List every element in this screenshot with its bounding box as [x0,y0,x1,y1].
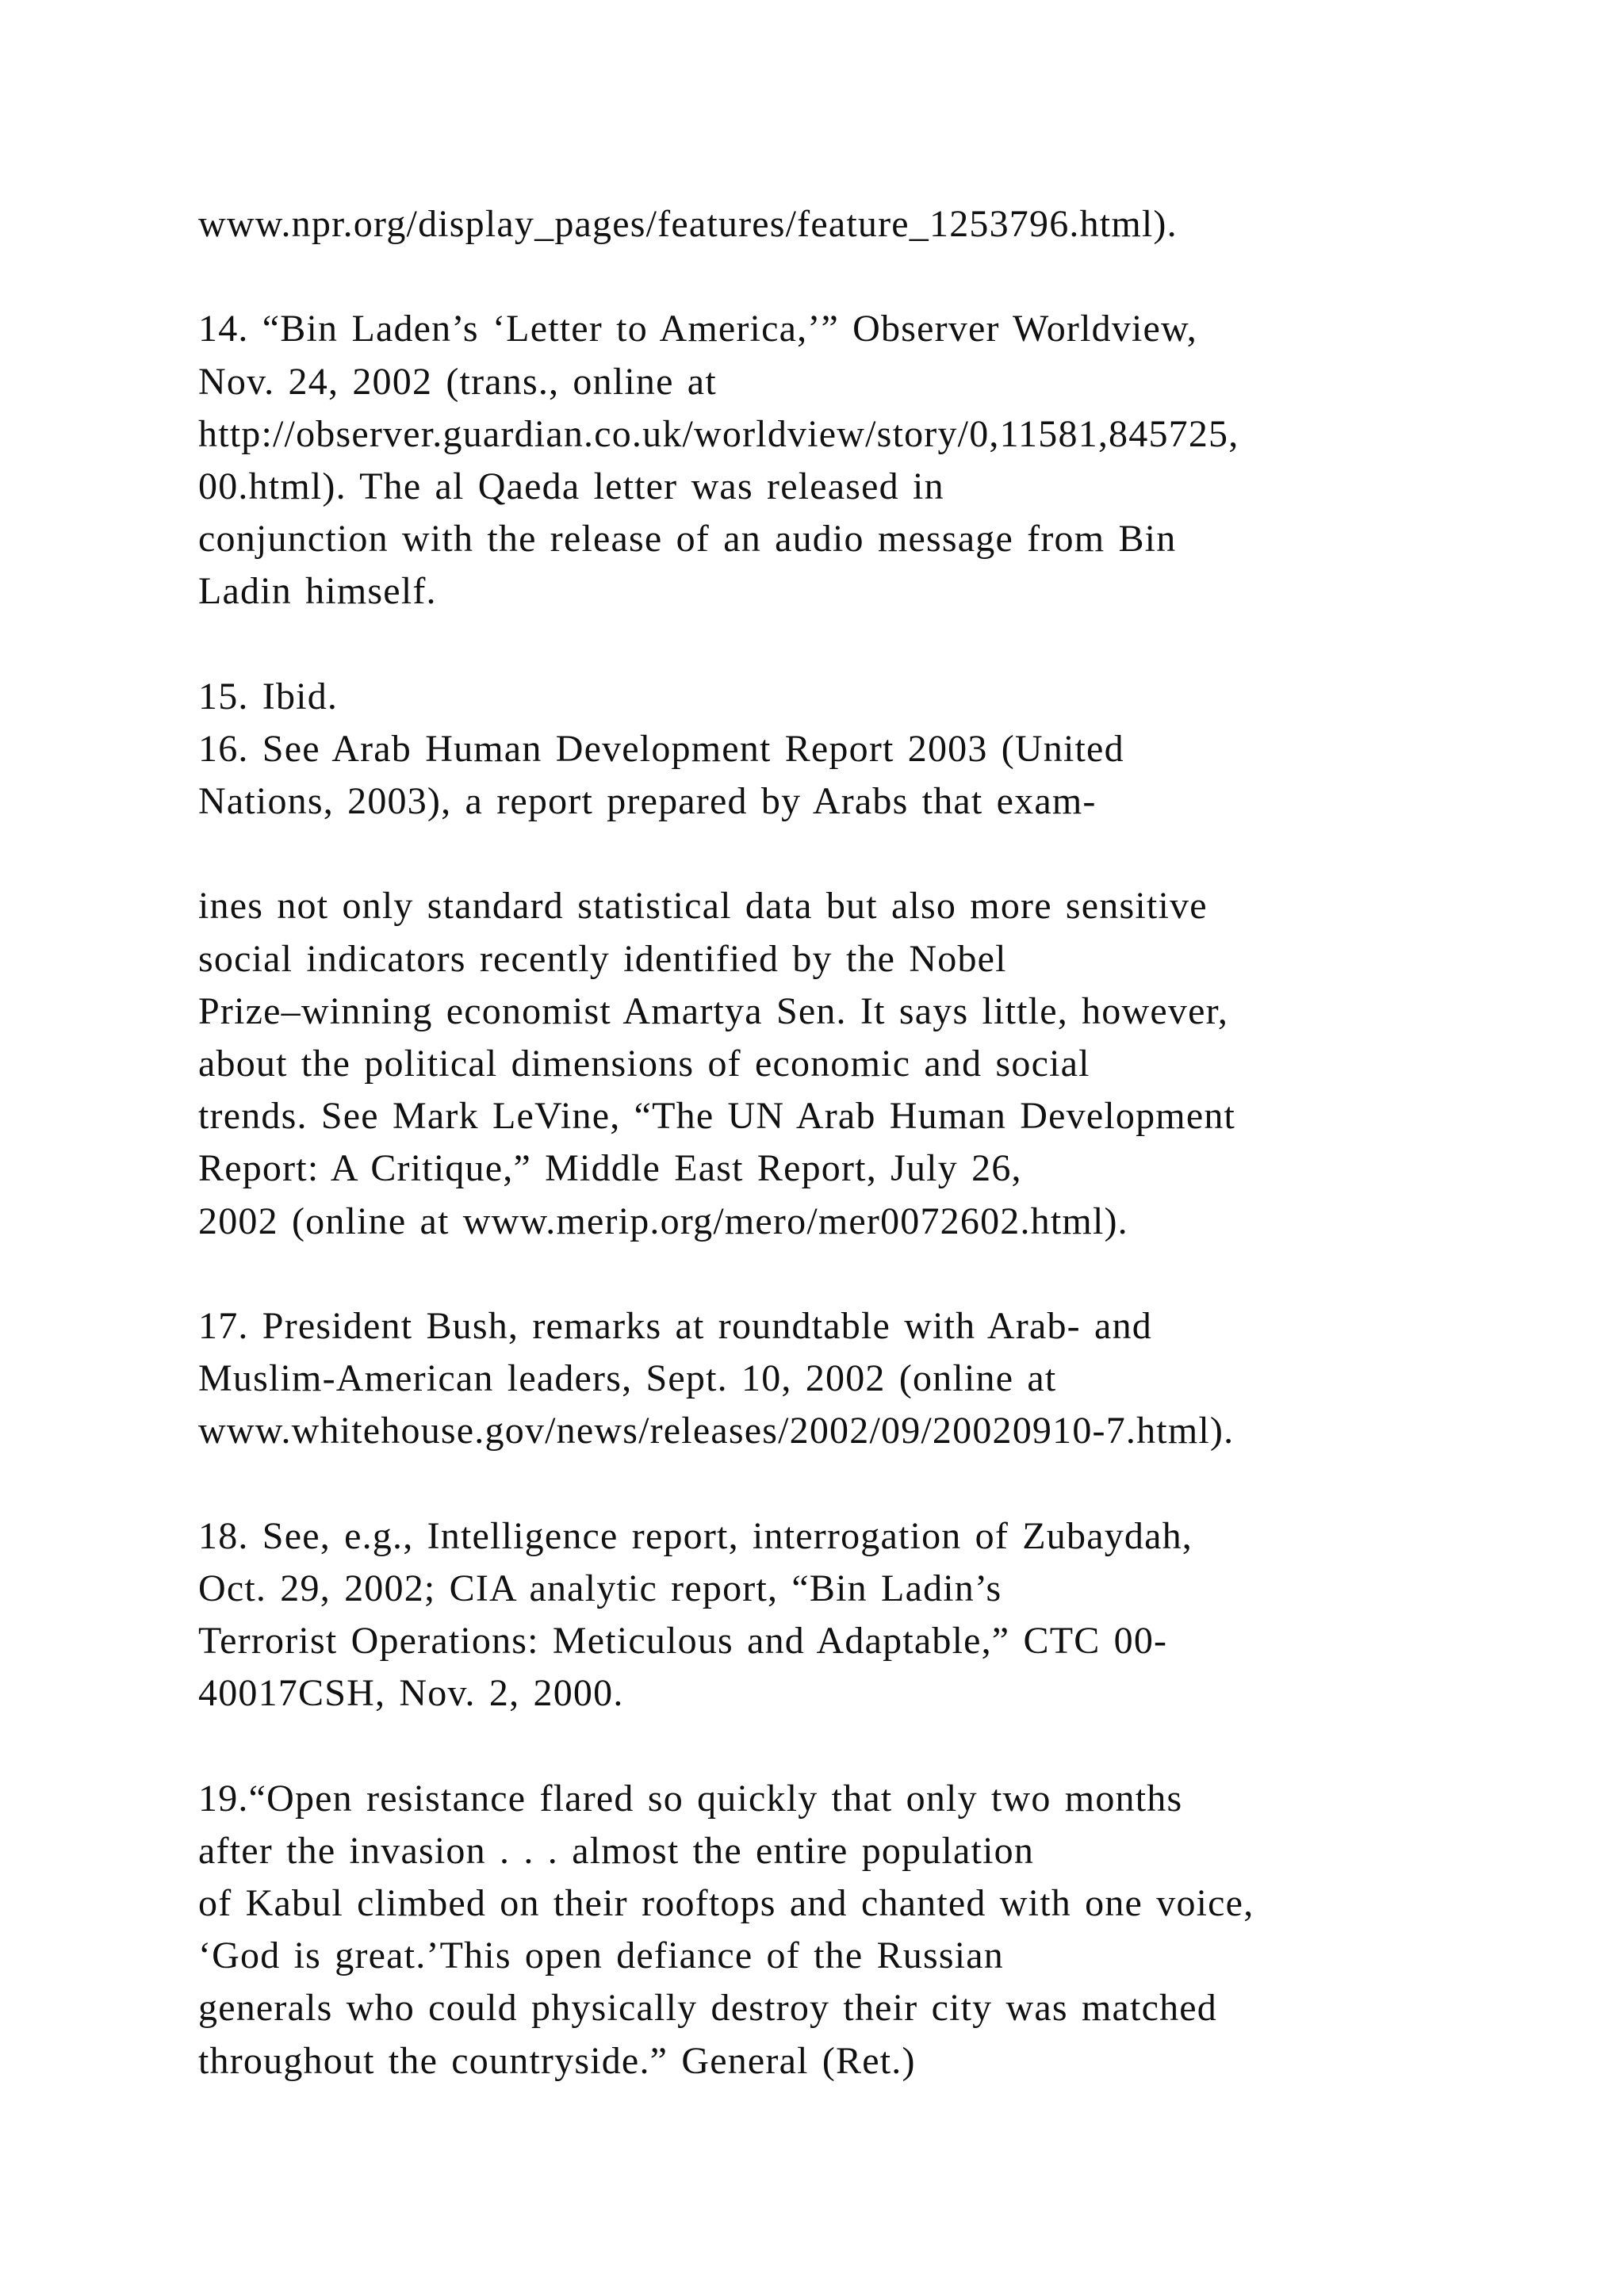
blank-line [198,251,1594,303]
blank-line [198,1720,1594,1772]
note-16-line: Report: A Critique,” Middle East Report, July 26, [198,1147,1022,1190]
note-18-line: Terrorist Operations: Meticulous and Adaptable,” CTC 00- [198,1620,1168,1663]
blank-line [198,828,1594,880]
note-18-line: Oct. 29, 2002; CIA analytic report, “Bin Ladin’s [198,1567,1002,1609]
endnotes-text [198,198,1594,2087]
note-17-line: Muslim-American leaders, Sept. 10, 2002 (online at [198,1357,1057,1400]
note-15-line: 15. Ibid. [198,675,339,718]
blank-line [198,618,1594,671]
note-16-line: about the political dimensions of economic and social [198,1043,1090,1085]
note-19-line: of Kabul climbed on their rooftops and chanted with one voice, [198,1882,1254,1924]
note-16-line: Nations, 2003), a report prepared by Arabs that exam- [198,780,1097,823]
note-19-line: throughout the countryside.” General (Ret.) [198,2039,916,2082]
note-19-line: ‘God is great.’This open defiance of the Russian [198,1934,1004,1977]
note-16-line: 2002 (online at www.merip.org/mero/mer0072602.html). [198,1200,1128,1242]
note-16-line: ines not only standard statistical data but also more sensitive [198,885,1208,928]
note-17-line: 17. President Bush, remarks at roundtable with Arab- and [198,1304,1152,1347]
text-line: www.npr.org/display_pages/features/feature_1253796.html). [198,203,1178,245]
note-18-line: 40017CSH, Nov. 2, 2000. [198,1672,624,1715]
note-14-line: conjunction with the release of an audio message from Bin [198,518,1177,561]
blank-line [198,1248,1594,1300]
note-14-line: 14. “Bin Laden’s ‘Letter to America,’” Observer Worldview, [198,308,1198,350]
note-19-line: after the invasion . . . almost the entire population [198,1829,1035,1872]
note-14-url-line: http://observer.guardian.co.uk/worldview/story/0,11581,845725, [198,412,1239,455]
note-18-line: 18. See, e.g., Intelligence report, interrogation of Zubaydah, [198,1514,1193,1557]
note-16-line: trends. See Mark LeVine, “The UN Arab Human Development [198,1095,1236,1138]
note-14-line: 00.html). The al Qaeda letter was released in [198,465,944,507]
blank-line [198,1458,1594,1510]
note-16-line: 16. See Arab Human Development Report 2003 (United [198,727,1124,770]
note-14-line: Nov. 24, 2002 (trans., online at [198,360,717,403]
note-16-line: Prize–winning economist Amartya Sen. It says little, however, [198,989,1229,1032]
note-19-line: 19.“Open resistance flared so quickly that only two months [198,1777,1183,1820]
note-16-line: social indicators recently identified by the Nobel [198,937,1007,980]
note-14-line: Ladin himself. [198,570,437,613]
note-17-url-line: www.whitehouse.gov/news/releases/2002/09/20020910-7.html). [198,1410,1235,1452]
note-19-line: generals who could physically destroy their city was matched [198,1987,1217,2030]
